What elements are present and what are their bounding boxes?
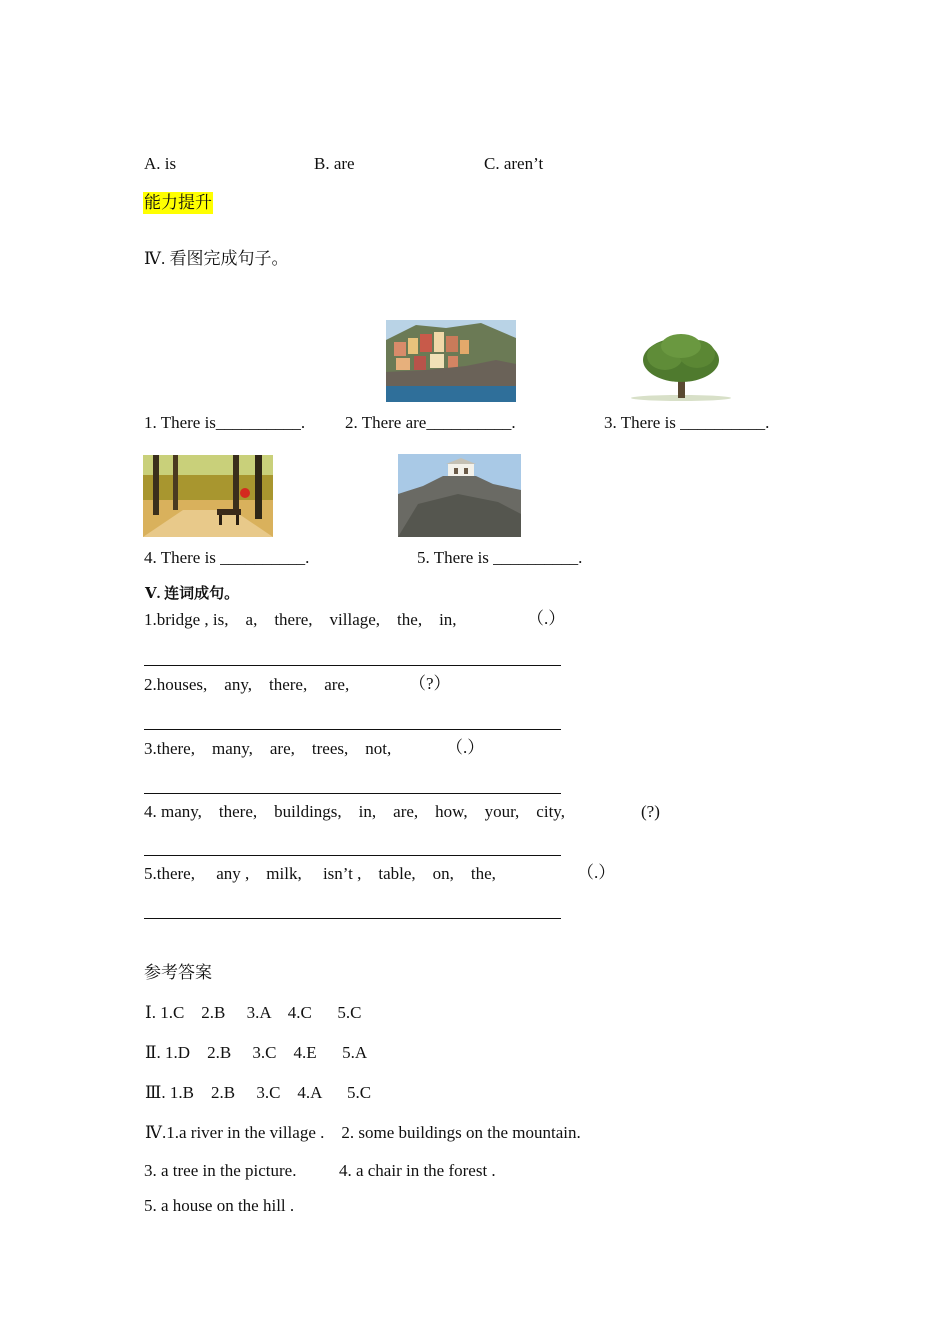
ability-heading: 能力提升 [144,193,212,212]
section5-item-2: 2.houses, any, there, are, [144,675,350,694]
answers-line-4: Ⅳ.1.a river in the village . 2. some buildings on the mountain. [145,1123,581,1142]
section4-item-3: 3. There is __________. [604,413,770,432]
option-b: B. are [314,154,355,173]
answers-line-1: Ⅰ. 1.C 2.B 3.A 4.C 5.C [145,1003,362,1022]
section5-item-5: 5.there, any , milk, isn’t , table, on, the, [144,864,496,883]
village-picture [386,320,516,402]
answers-line-5: 3. a tree in the picture. 4. a chair in the forest . [144,1161,496,1180]
answers-line-6: 5. a house on the hill . [144,1196,295,1215]
answer-line [144,665,561,666]
section4-item-1: 1. There is__________. [144,413,306,432]
section5-item-3: 3.there, many, are, trees, not, [144,739,392,758]
section5-item-4: 4. many, there, buildings, in, are, how, your, city, [144,802,565,821]
forest-chair-picture [143,455,273,537]
answer-line [144,793,561,794]
answers-line-2: Ⅱ. 1.D 2.B 3.C 4.E 5.A [145,1043,368,1062]
house-hill-picture [398,454,521,537]
answer-line [144,918,561,919]
section5-item-1-punct: （.） [527,609,566,628]
answers-line-3: Ⅲ. 1.B 2.B 3.C 4.A 5.C [145,1083,372,1102]
tree-picture [625,330,740,402]
section4-item-5: 5. There is __________. [417,548,583,567]
section5-item-2-punct: （?） [409,674,451,693]
answer-line [144,729,561,730]
answers-title: 参考答案 [144,963,212,982]
section5-item-4-punct: (?) [641,802,660,821]
section4-title: Ⅳ. 看图完成句子。 [144,249,289,268]
section5-item-5-punct: （.） [577,863,616,882]
section4-item-2: 2. There are__________. [345,413,516,432]
option-a: A. is [144,154,177,173]
section5-item-1: 1.bridge , is, a, there, village, the, in, [144,610,457,629]
answer-line [144,855,561,856]
section5-title: Ⅴ. 连词成句。 [145,586,240,602]
option-c: C. aren’t [484,154,544,173]
section4-item-4: 4. There is __________. [144,548,310,567]
section5-item-3-punct: （.） [446,738,485,757]
